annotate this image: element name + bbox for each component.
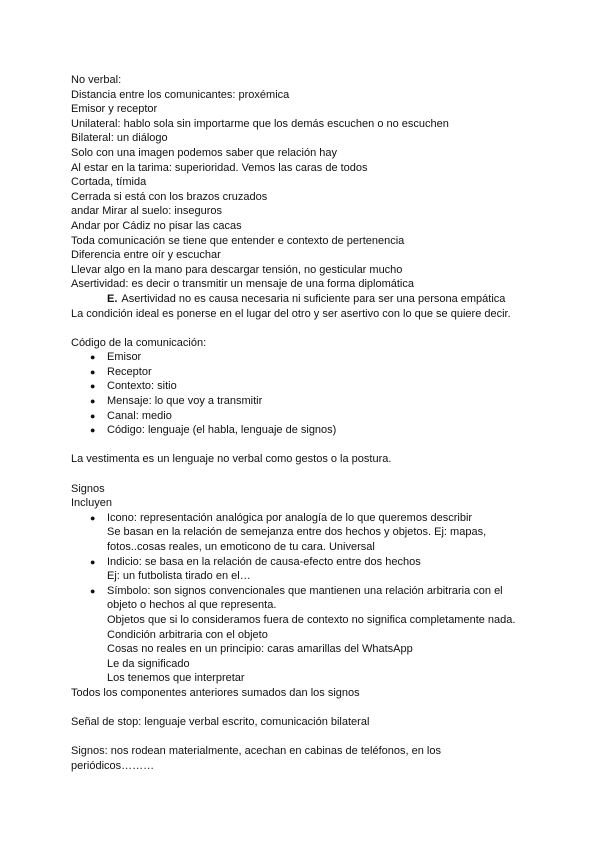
item-detail: Le da significado [107, 657, 190, 670]
text-line: Emisor y receptor [71, 103, 158, 116]
spacer [71, 438, 570, 453]
no-verbal-section [71, 73, 570, 321]
text-line: Unilateral: hablo sola sin importarme que los demás escuchen o no escuchen [71, 117, 449, 130]
signos-summary: Todos los componentes anteriores sumados dan los signos [71, 686, 360, 699]
list-item: ● Mensaje: lo que voy a transmitir [71, 394, 570, 409]
text-line: Diferencia entre oír y escuchar [71, 249, 221, 262]
asertividad-note [71, 292, 570, 307]
item-detail: Condición arbitraria con el objeto [107, 628, 268, 641]
list-item-simbolo [71, 584, 570, 686]
text-line: La condición ideal es ponerse en el lugar del otro y ser asertivo con lo que se quiere decir. [71, 307, 511, 320]
text-line: Signos: nos rodean materialmente, acechan en cabinas de teléfonos, en los [71, 745, 441, 758]
item-detail: Ej: un futbolista tirado en el… [107, 570, 251, 583]
note-marker: E. [107, 292, 118, 305]
text-line: Cerrada si está con los brazos cruzados [71, 190, 268, 203]
signos-section [71, 482, 570, 701]
item-detail: fotos..cosas reales, un emoticono de tu cara. Universal [107, 541, 375, 553]
list-item-indicio [71, 555, 570, 584]
codigo-section [71, 336, 570, 438]
item-detail: objeto o hechos al que representa. [107, 599, 277, 612]
spacer [71, 321, 570, 336]
item-detail: Cosas no reales en un principio: caras amarillas del WhatsApp [107, 643, 413, 656]
text-line: periódicos……… [71, 759, 155, 772]
text-line: No verbal: [71, 74, 122, 86]
list-item-icono [71, 511, 570, 555]
text-line: andar Mirar al suelo: inseguros [71, 205, 223, 218]
text-line: Solo con una imagen podemos saber que relación hay [71, 146, 338, 159]
item-detail: Los tenemos que interpretar [107, 672, 245, 685]
final-paragraph [71, 744, 570, 773]
list-item: ● Emisor [71, 350, 570, 365]
codigo-list [71, 350, 570, 438]
spacer [71, 701, 570, 716]
item-label: ● Indicio: se basa en la relación de causa-efecto entre dos hechos [107, 555, 421, 568]
text-line: Al estar en la tarima: superioridad. Vemos las caras de todos [71, 161, 368, 174]
list-item: ● Canal: medio [71, 409, 570, 424]
section-title: Signos [71, 482, 105, 495]
list-item: ● Contexto: sitio [71, 379, 570, 394]
text-line: Llevar algo en la mano para descargar tensión, no gesticular mucho [71, 263, 403, 276]
text-line: Asertividad: es decir o transmitir un mensaje de una forma diplomática [71, 278, 414, 291]
text-line: Cortada, tímida [71, 176, 147, 189]
item-detail: Objetos que si lo consideramos fuera de contexto no significa completamente nada. [107, 613, 516, 626]
list-item: ● Receptor [71, 365, 570, 380]
section-subtitle: Incluyen [71, 497, 112, 510]
signos-list [71, 511, 570, 686]
spacer [71, 467, 570, 482]
text-line: Toda comunicación se tiene que entender e contexto de pertenencia [71, 234, 405, 247]
text-line: Andar por Cádiz no pisar las cacas [71, 219, 242, 232]
text-line: Bilateral: un diálogo [71, 132, 168, 145]
stop-line: Señal de stop: lenguaje verbal escrito, comunicación bilateral [71, 716, 370, 729]
item-detail: Se basan en la relación de semejanza entre dos hechos y objetos. Ej: mapas, [107, 526, 487, 539]
text-line: Distancia entre los comunicantes: proxémica [71, 88, 290, 101]
vestimenta-line: La vestimenta es un lenguaje no verbal como gestos o la postura. [71, 453, 392, 466]
item-label: ● Icono: representación analógica por analogía de lo que queremos describir [107, 511, 473, 524]
list-item: ● Código: lenguaje (el habla, lenguaje de signos) [71, 423, 570, 438]
section-title: Código de la comunicación: [71, 336, 207, 349]
spacer [71, 730, 570, 745]
note-text: Asertividad no es causa necesaria ni suficiente para ser una persona empática [121, 292, 506, 305]
item-label: ● Símbolo: son signos convencionales que mantienen una relación arbitraria con el [107, 584, 503, 597]
